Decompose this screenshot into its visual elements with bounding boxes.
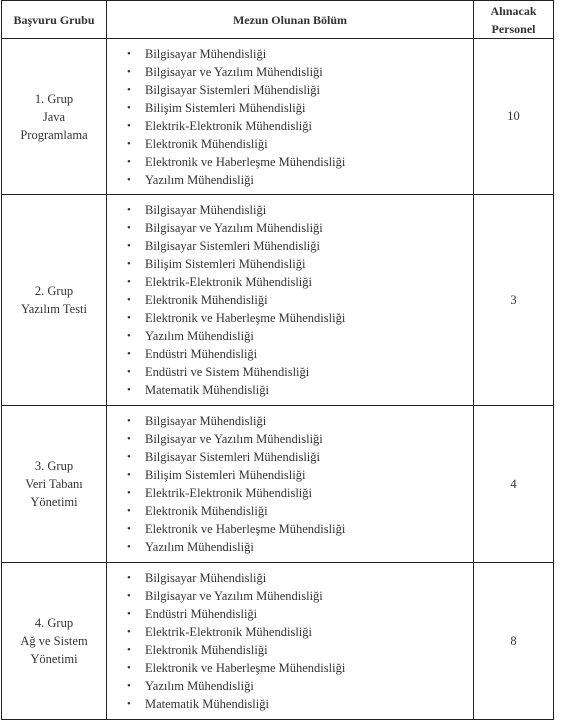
header-department: Mezun Olunan Bölüm	[107, 1, 474, 39]
department-list-item: • Bilişim Sistemleri Mühendisliği	[127, 255, 473, 273]
department-list	[107, 45, 473, 189]
department-list-item: • Matematik Mühendisliği	[127, 381, 473, 399]
department-list	[107, 569, 473, 713]
table-row	[2, 563, 554, 720]
department-cell	[107, 406, 474, 563]
department-cell	[107, 195, 474, 406]
department-list-item: • Elektronik ve Haberleşme Mühendisliği	[127, 309, 473, 327]
group-label-line: Ağ ve Sistem	[20, 634, 88, 648]
group-cell	[2, 406, 107, 563]
header-group: Başvuru Grubu	[2, 1, 107, 39]
department-cell	[107, 39, 474, 195]
department-list-item: • Bilgisayar ve Yazılım Mühendisliği	[127, 430, 473, 448]
department-list-item: • Bilgisayar Mühendisliği	[127, 201, 473, 219]
department-cell	[107, 563, 474, 720]
group-cell	[2, 39, 107, 195]
personnel-count-cell: 10	[474, 39, 554, 195]
group-label-line: Yazılım Testi	[20, 302, 88, 316]
department-list-item: • Elektrik-Elektronik Mühendisliği	[127, 484, 473, 502]
group-label-line: 4. Grup	[34, 616, 74, 630]
department-list-item: • Bilgisayar Mühendisliği	[127, 569, 473, 587]
department-list-item: • Elektronik Mühendisliği	[127, 641, 473, 659]
group-label-line: 2. Grup	[34, 284, 74, 298]
department-list-item: • Elektronik ve Haberleşme Mühendisliği	[127, 659, 473, 677]
department-list-item: • Elektronik Mühendisliği	[127, 502, 473, 520]
department-list-item: • Bilgisayar ve Yazılım Mühendisliği	[127, 63, 473, 81]
department-list-item: • Elektrik-Elektronik Mühendisliği	[127, 117, 473, 135]
department-list-item: • Elektronik Mühendisliği	[127, 135, 473, 153]
department-list	[107, 201, 473, 399]
group-label-line: 3. Grup	[34, 459, 74, 473]
department-list-item: • Elektronik Mühendisliği	[127, 291, 473, 309]
recruitment-table	[1, 0, 554, 720]
department-list-item: • Bilgisayar Sistemleri Mühendisliği	[127, 237, 473, 255]
department-list-item: • Bilgisayar ve Yazılım Mühendisliği	[127, 219, 473, 237]
department-list-item: • Elektrik-Elektronik Mühendisliği	[127, 623, 473, 641]
table-row	[2, 406, 554, 563]
group-label-line: Java	[42, 109, 66, 124]
department-list-item: • Endüstri ve Sistem Mühendisliği	[127, 363, 473, 381]
department-list-item: • Bilişim Sistemleri Mühendisliği	[127, 99, 473, 117]
department-list-item: • Matematik Mühendisliği	[127, 695, 473, 713]
department-list-item: • Endüstri Mühendisliği	[127, 605, 473, 623]
group-label-line: Programlama	[20, 127, 88, 142]
table-row	[2, 39, 554, 195]
department-list-item: • Yazılım Mühendisliği	[127, 171, 473, 189]
group-cell	[2, 563, 107, 720]
department-list-item: • Bilgisayar Mühendisliği	[127, 412, 473, 430]
group-label-line: Yönetimi	[30, 495, 78, 509]
personnel-count-cell: 4	[474, 406, 554, 563]
header-count	[474, 1, 554, 39]
header-row	[2, 1, 554, 39]
department-list-item: • Bilgisayar Sistemleri Mühendisliği	[127, 448, 473, 466]
department-list-item: • Bilgisayar Mühendisliği	[127, 45, 473, 63]
department-list-item: • Endüstri Mühendisliği	[127, 345, 473, 363]
group-label-line: Yönetimi	[30, 652, 78, 666]
group-cell	[2, 195, 107, 406]
department-list-item: • Bilgisayar Sistemleri Mühendisliği	[127, 81, 473, 99]
department-list-item: • Yazılım Mühendisliği	[127, 327, 473, 345]
department-list-item: • Elektronik ve Haberleşme Mühendisliği	[127, 520, 473, 538]
department-list	[107, 412, 473, 556]
personnel-count-cell: 3	[474, 195, 554, 406]
header-count-line2: Personel	[491, 21, 536, 36]
personnel-count-cell: 8	[474, 563, 554, 720]
department-list-item: • Elektrik-Elektronik Mühendisliği	[127, 273, 473, 291]
table-row	[2, 195, 554, 406]
department-list-item: • Elektronik ve Haberleşme Mühendisliği	[127, 153, 473, 171]
group-label-line: 1. Grup	[34, 91, 74, 106]
department-list-item: • Bilgisayar ve Yazılım Mühendisliği	[127, 587, 473, 605]
department-list-item: • Yazılım Mühendisliği	[127, 677, 473, 695]
group-label-line: Veri Tabanı	[25, 477, 83, 491]
department-list-item: • Bilişim Sistemleri Mühendisliği	[127, 466, 473, 484]
department-list-item: • Yazılım Mühendisliği	[127, 538, 473, 556]
header-count-line1: Alınacak	[490, 3, 537, 18]
table-body	[2, 39, 554, 720]
